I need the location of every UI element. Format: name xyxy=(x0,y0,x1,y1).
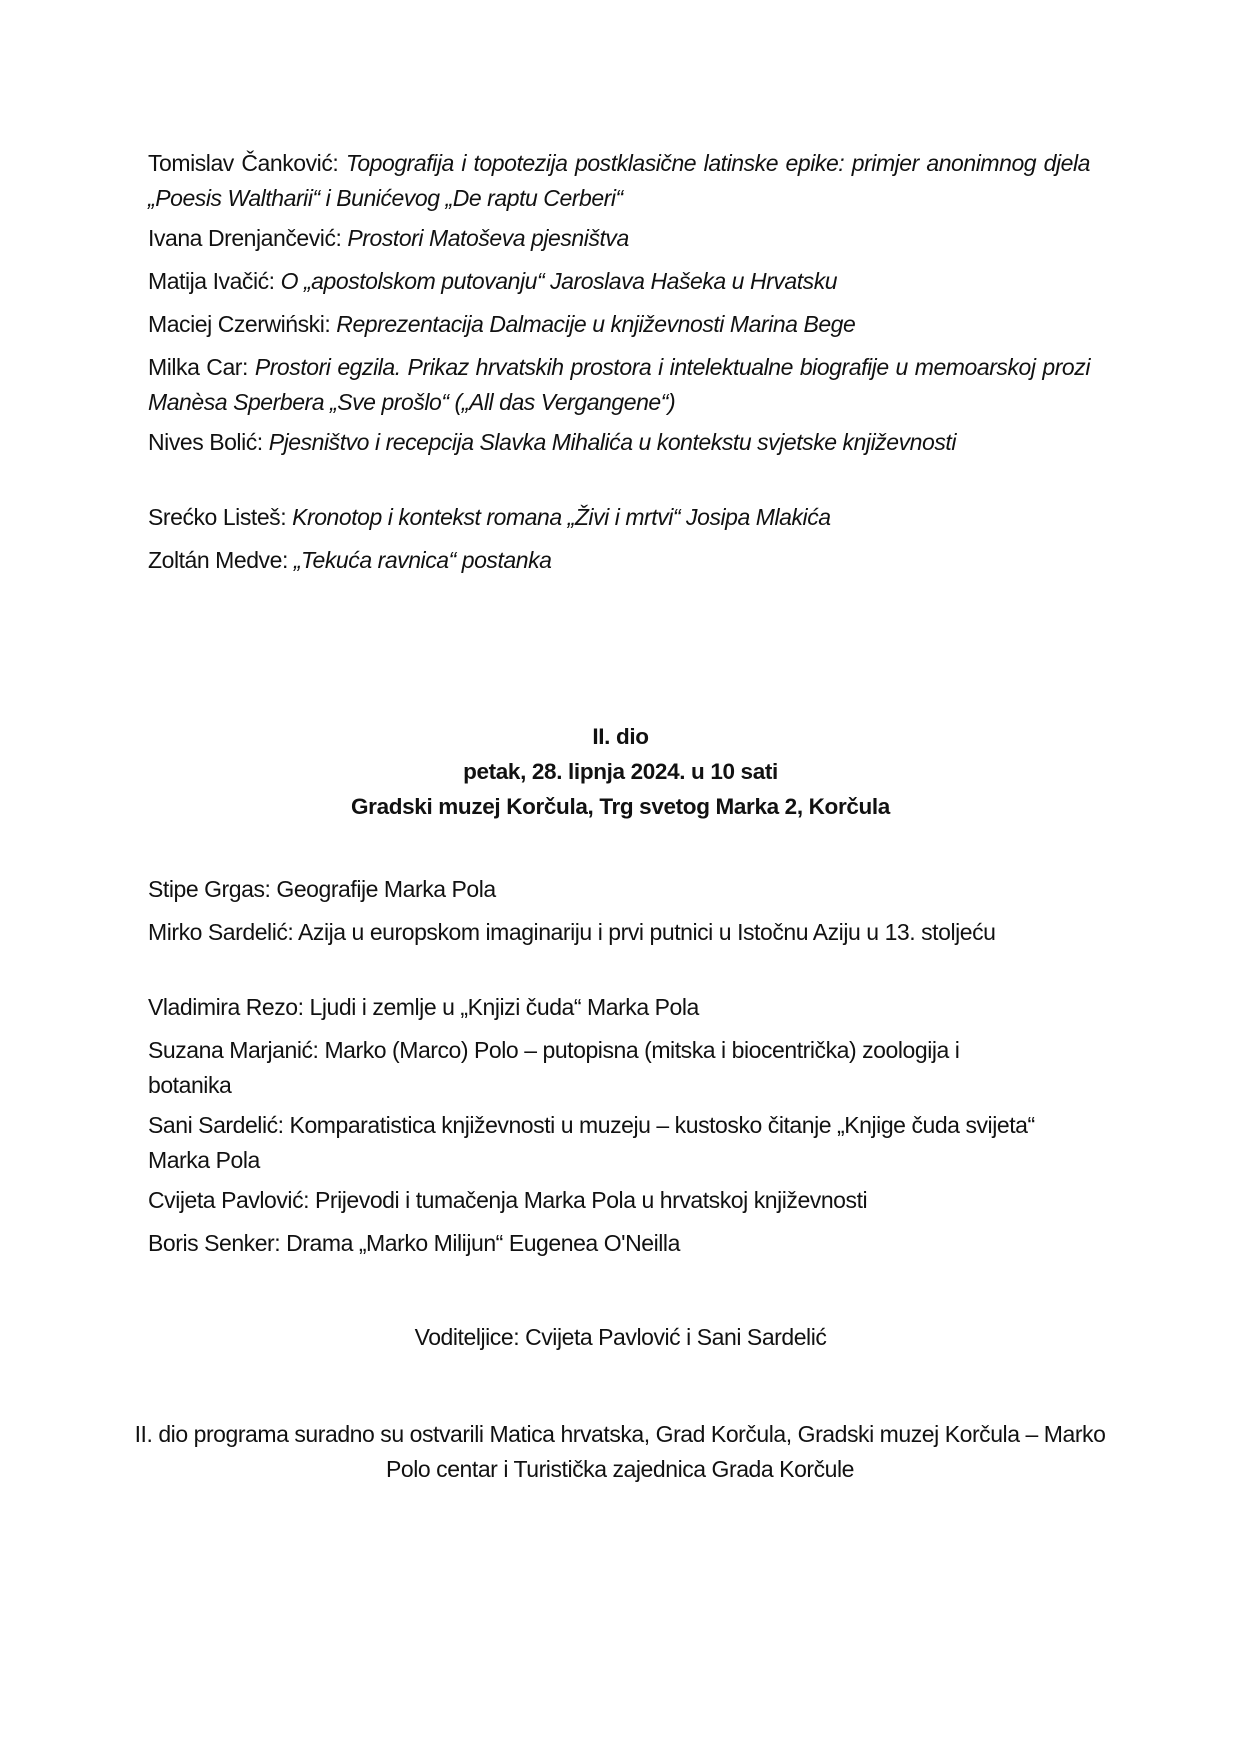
entry-author: Milka Car: xyxy=(148,354,248,380)
moderators: Voditeljice: Cvijeta Pavlović i Sani Sardelić xyxy=(414,1324,827,1350)
entry-author: Maciej Czerwiński: xyxy=(148,311,331,337)
entry-title: Reprezentacija Dalmacije u književnosti Marina Bege xyxy=(336,311,856,337)
program-entry xyxy=(148,543,1090,578)
program-entry: Sani Sardelić: Komparatistica književnosti u muzeju – kustosko čitanje „Knjige čuda svijeta“ Marka Pola xyxy=(148,1112,1035,1173)
program-entry xyxy=(148,425,1090,460)
entry-title: Prostori Matoševa pjesništva xyxy=(347,225,629,251)
entry-title: Pjesništvo i recepcija Slavka Mihalića u kontekstu svjetske književnosti xyxy=(268,429,957,455)
entry-author: Matija Ivačić: xyxy=(148,268,275,294)
entry-author: Zoltán Medve: xyxy=(148,547,288,573)
program-entry: Cvijeta Pavlović: Prijevodi i tumačenja Marka Pola u hrvatskoj književnosti xyxy=(148,1187,868,1213)
entry-author: Ivana Drenjančević: xyxy=(148,225,342,251)
program-entry xyxy=(148,146,1090,216)
entry-title: Topografija i topotezija postklasične latinske epike: primjer anonimnog djela „Poesis Waltharii“ i Bunićevog „De raptu Cerberi“ xyxy=(148,150,1090,211)
program-entry: Mirko Sardelić: Azija u europskom imaginariju i prvi putnici u Istočnu Aziju u 13. stoljeću xyxy=(148,919,996,945)
program-entry: Vladimira Rezo: Ljudi i zemlje u „Knjizi čuda“ Marka Pola xyxy=(148,994,699,1020)
entry-author: Nives Bolić: xyxy=(148,429,263,455)
entry-author: Tomislav Čanković: xyxy=(148,150,339,176)
program-entry xyxy=(148,221,1090,256)
program-entry xyxy=(148,307,1090,342)
entry-title: Kronotop i kontekst romana „Živi i mrtvi“ Josipa Mlakića xyxy=(292,504,831,530)
program-entry xyxy=(148,350,1090,420)
program-entry xyxy=(148,500,1090,535)
entry-author: Srećko Listeš: xyxy=(148,504,287,530)
section-date: petak, 28. lipnja 2024. u 10 sati xyxy=(463,759,778,784)
entry-title: O „apostolskom putovanju“ Jaroslava Hašeka u Hrvatsku xyxy=(280,268,838,294)
entry-title: Prostori egzila. Prikaz hrvatskih prostora i intelektualne biografije u memoarskoj prozi Manèsa Sperbera „Sve prošlo“ („All das Vergangene“) xyxy=(148,354,1090,415)
program-entry: Boris Senker: Drama „Marko Milijun“ Eugenea O'Neilla xyxy=(148,1230,680,1256)
section-venue: Gradski muzej Korčula, Trg svetog Marka 2, Korčula xyxy=(351,794,890,819)
organizers-note: II. dio programa suradno su ostvarili Matica hrvatska, Grad Korčula, Gradski muzej Korčula – Marko Polo centar i Turistička zajednica Grada Korčule xyxy=(134,1421,1106,1482)
section-heading: II. dio xyxy=(592,724,649,749)
program-entry xyxy=(148,264,1090,299)
program-entry: Suzana Marjanić: Marko (Marco) Polo – putopisna (mitska i biocentrička) zoologija i botanika xyxy=(148,1037,960,1098)
program-entry: Stipe Grgas: Geografije Marka Pola xyxy=(148,876,496,902)
entry-title: „Tekuća ravnica“ postanka xyxy=(293,547,552,573)
